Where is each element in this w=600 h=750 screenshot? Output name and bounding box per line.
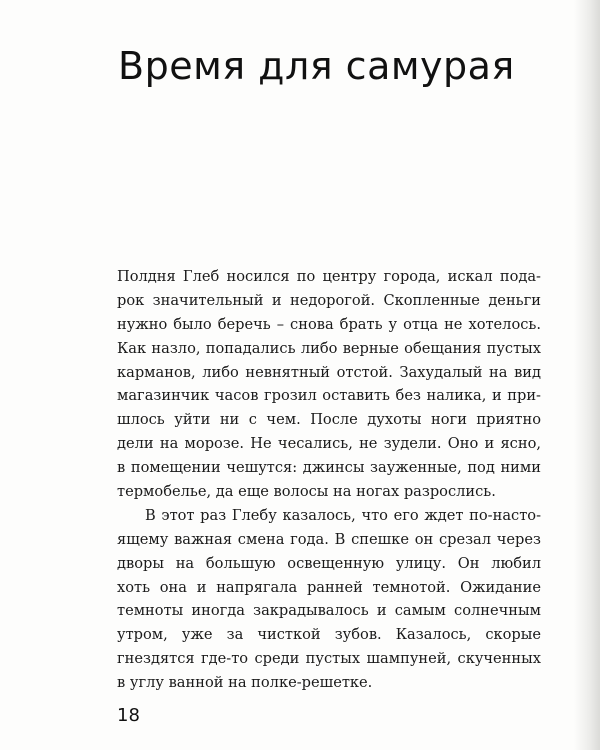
text-line: Полдня Глеб носился по центру города, искал пода- bbox=[117, 268, 541, 285]
page-edge-shadow bbox=[574, 0, 600, 750]
text-line: гнездятся где-то среди пустых шампуней, скученных bbox=[117, 650, 541, 668]
text-line: магазинчик часов грозил оставить без налика, и при- bbox=[117, 387, 541, 405]
text-line: Как назло, попадались либо верные обещания пустых bbox=[117, 339, 541, 357]
text-line: дели на морозе. Не чесались, не зудели. Оно и ясно, bbox=[117, 435, 541, 453]
text-line: шлось уйти ни с чем. После духоты ноги приятно bbox=[117, 411, 541, 429]
text-line: в углу ванной на полке-решетке. bbox=[117, 674, 373, 692]
text-line: рок значительный и недорогой. Скопленные деньги bbox=[117, 291, 541, 309]
text-line: В этот раз Глебу казалось, что его ждет по-насто- bbox=[145, 506, 541, 524]
page-number: 18 bbox=[117, 705, 140, 726]
text-line: ящему важная смена года. В спешке он срезал через bbox=[117, 530, 541, 548]
text-line: карманов, либо невнятный отстой. Захудалый на вид bbox=[117, 363, 541, 381]
chapter-title: Время для самурая bbox=[118, 44, 515, 88]
body-text bbox=[117, 265, 541, 695]
text-line: утром, уже за чисткой зубов. Казалось, скорые bbox=[117, 626, 541, 644]
text-line: хоть она и напрягала ранней темнотой. Ожидание bbox=[117, 578, 541, 596]
text-line: темноты иногда закрадывалось и самым солнечным bbox=[117, 602, 541, 620]
text-line: дворы на большую освещенную улицу. Он любил bbox=[117, 554, 541, 572]
text-line: термобелье, да еще волосы на ногах разрослись. bbox=[117, 483, 496, 501]
text-line: в помещении чешутся: джинсы зауженные, под ними bbox=[117, 459, 541, 477]
text-line: нужно было беречь – снова брать у отца не хотелось. bbox=[117, 315, 541, 333]
